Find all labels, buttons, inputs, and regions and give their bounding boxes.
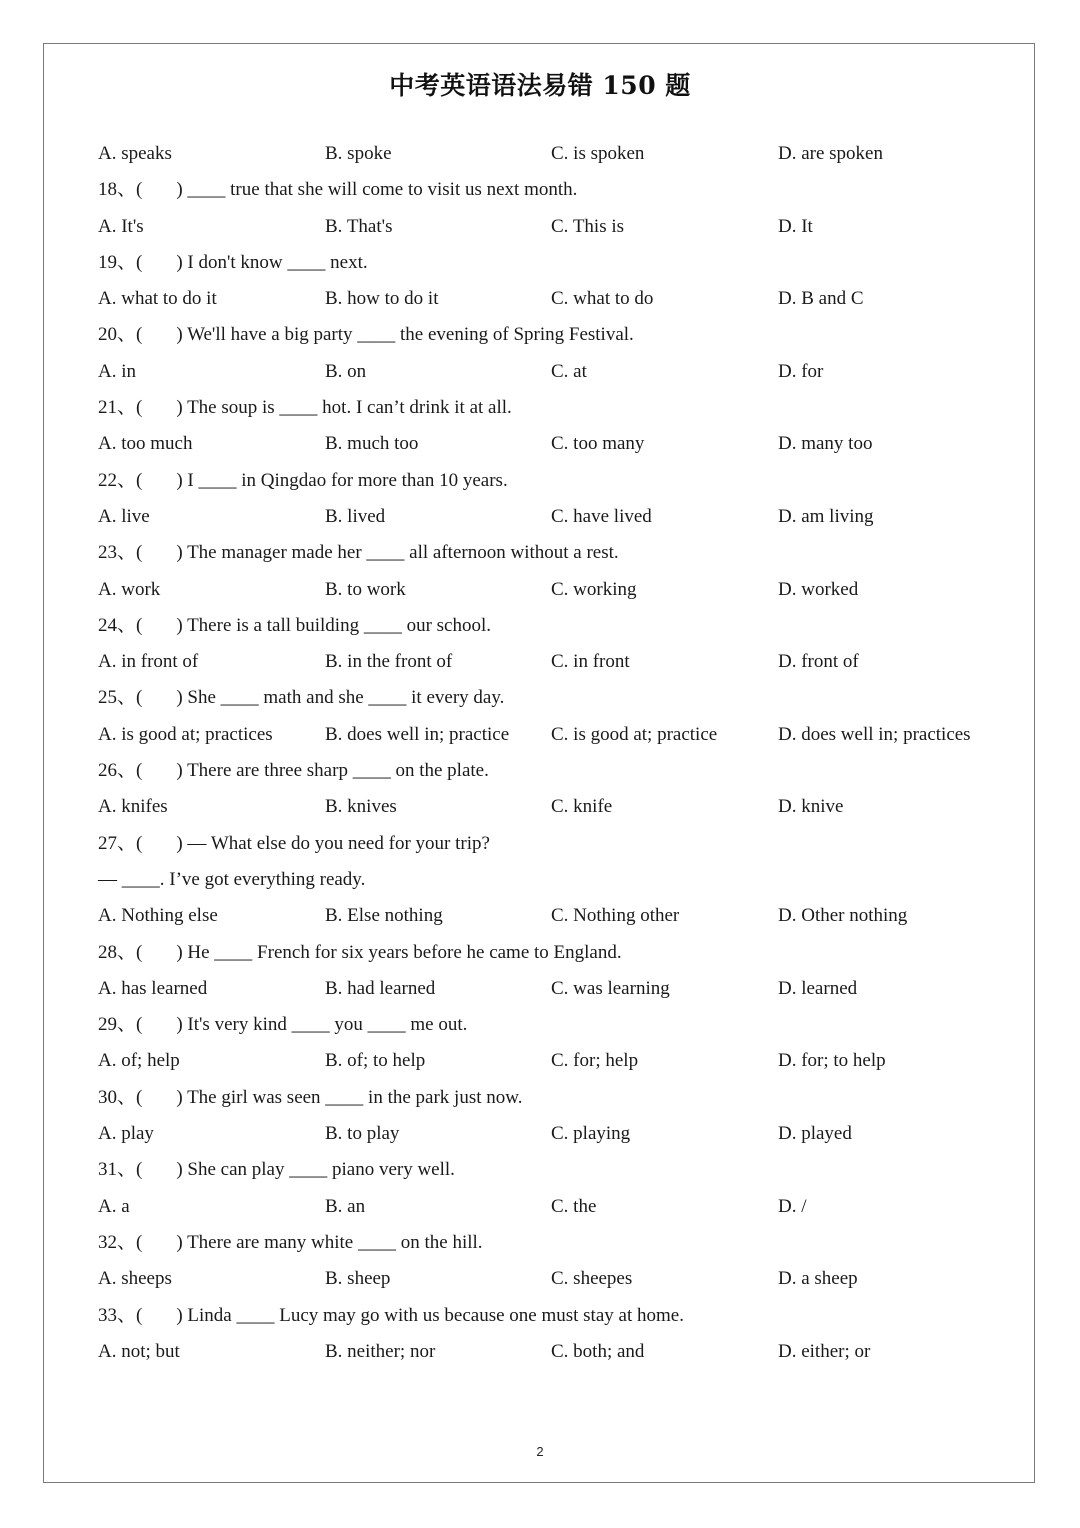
question-line (98, 608, 998, 644)
question-line (98, 535, 998, 571)
question-text: I ____ in Qingdao for more than 10 years. (187, 469, 508, 491)
question-number: 23、( (98, 542, 143, 564)
question-number: 33、( (98, 1304, 143, 1326)
page-number: 2 (536, 1444, 544, 1459)
answer-blank-close: ) (176, 941, 183, 963)
option-a: A. too much (98, 433, 193, 455)
option-b: B. on (325, 360, 367, 382)
question-number: 32、( (98, 1231, 143, 1253)
option-row (98, 426, 998, 462)
option-c: C. have lived (551, 505, 652, 527)
option-c: C. sheepes (551, 1268, 633, 1290)
option-a: A. live (98, 505, 150, 527)
option-row (98, 572, 998, 608)
question-text: The soup is ____ hot. I can’t drink it at all. (187, 397, 512, 419)
option-b: B. much too (325, 433, 419, 455)
option-row (98, 499, 998, 535)
question-line (98, 172, 998, 208)
question-text: ____ true that she will come to visit us next month. (187, 179, 578, 201)
answer-blank-close: ) (176, 614, 183, 636)
question-text: She can play ____ piano very well. (187, 1159, 455, 1181)
answer-blank-close: ) (176, 1159, 183, 1181)
option-row (98, 644, 998, 680)
option-d: D. am living (778, 505, 874, 527)
option-row (98, 281, 998, 317)
option-row (98, 1189, 998, 1225)
question-text: There is a tall building ____ our school. (187, 614, 492, 636)
answer-blank-close: ) (176, 1304, 183, 1326)
option-d: D. knive (778, 796, 844, 818)
question-text: The girl was seen ____ in the park just now. (187, 1086, 523, 1108)
question-number: 27、( (98, 832, 143, 854)
question-line (98, 317, 998, 353)
answer-blank-close: ) (176, 1086, 183, 1108)
question-text: — What else do you need for your trip? (187, 832, 490, 854)
question-text: I don't know ____ next. (187, 251, 368, 273)
option-b: B. of; to help (325, 1050, 426, 1072)
question-number: 18、( (98, 179, 143, 201)
question-number: 31、( (98, 1159, 143, 1181)
question-line (98, 1298, 998, 1334)
option-d: D. for; to help (778, 1050, 886, 1072)
option-row (98, 789, 998, 825)
question-number: 19、( (98, 251, 143, 273)
option-c: C. both; and (551, 1340, 645, 1362)
option-d: D. played (778, 1123, 852, 1145)
option-d: D. a sheep (778, 1268, 858, 1290)
question-line (98, 1007, 998, 1043)
dialog-line: — ____. I’ve got everything ready. (98, 868, 366, 890)
option-row (98, 1261, 998, 1297)
question-line (98, 1080, 998, 1116)
question-line (98, 826, 998, 862)
option-c: C. for; help (551, 1050, 639, 1072)
option-d: D. does well in; practices (778, 723, 971, 745)
answer-blank-close: ) (176, 760, 183, 782)
question-text: There are three sharp ____ on the plate. (187, 760, 489, 782)
question-text: There are many white ____ on the hill. (187, 1231, 483, 1253)
option-c: C. the (551, 1195, 597, 1217)
option-d: D. worked (778, 578, 859, 600)
option-a: A. work (98, 578, 161, 600)
option-d: D. It (778, 215, 813, 237)
question-line (98, 245, 998, 281)
question-line (98, 390, 998, 426)
question-line (98, 1152, 998, 1188)
answer-blank-close: ) (176, 1014, 183, 1036)
question-text: He ____ French for six years before he came to England. (187, 941, 622, 963)
option-row (98, 898, 998, 934)
question-number: 20、( (98, 324, 143, 346)
option-a: A. what to do it (98, 288, 217, 310)
page-title: 中考英语语法易错 150 题 (389, 71, 691, 100)
option-d: D. either; or (778, 1340, 871, 1362)
option-b: B. to work (325, 578, 406, 600)
option-row (98, 1334, 998, 1370)
option-c: C. playing (551, 1123, 631, 1145)
option-row (98, 971, 998, 1007)
option-row (98, 717, 998, 753)
option-d: D. front of (778, 651, 859, 673)
option-b: B. That's (325, 215, 393, 237)
question-number: 28、( (98, 941, 143, 963)
answer-blank-close: ) (176, 832, 183, 854)
option-a: A. sheeps (98, 1268, 172, 1290)
question-text: We'll have a big party ____ the evening of Spring Festival. (187, 324, 634, 346)
question-list (98, 136, 998, 1370)
option-a: A. in front of (98, 651, 199, 673)
option-c: C. is good at; practice (551, 723, 718, 745)
option-c: C. This is (551, 215, 625, 237)
option-d: D. for (778, 360, 824, 382)
answer-blank-close: ) (176, 687, 183, 709)
option-a: A. speaks (98, 143, 172, 164)
option-b: B. Else nothing (325, 905, 443, 927)
option-d: D. are spoken (778, 143, 883, 164)
answer-blank-close: ) (176, 542, 183, 564)
option-c: C. working (551, 578, 637, 600)
option-row (98, 209, 998, 245)
option-a: A. not; but (98, 1340, 180, 1362)
option-b: B. spoke (325, 143, 392, 164)
question-line (98, 463, 998, 499)
answer-blank-close: ) (176, 397, 183, 419)
option-c: C. what to do (551, 288, 654, 310)
option-c: C. is spoken (551, 143, 645, 164)
option-b: B. sheep (325, 1268, 391, 1290)
answer-blank-close: ) (176, 1231, 183, 1253)
option-c: C. was learning (551, 977, 670, 999)
option-a: A. in (98, 360, 136, 382)
option-b: B. lived (325, 505, 386, 527)
option-b: B. an (325, 1195, 366, 1217)
option-b: B. to play (325, 1123, 400, 1145)
option-d: D. B and C (778, 288, 864, 310)
option-d: D. many too (778, 433, 873, 455)
question-line (98, 753, 998, 789)
option-a: A. is good at; practices (98, 723, 273, 745)
option-d: D. learned (778, 977, 858, 999)
option-c: C. too many (551, 433, 645, 455)
answer-blank-close: ) (176, 251, 183, 273)
question-line (98, 680, 998, 716)
question-number: 25、( (98, 687, 143, 709)
option-b: B. does well in; practice (325, 723, 510, 745)
question-number: 30、( (98, 1086, 143, 1108)
option-c: C. knife (551, 796, 613, 818)
question-number: 26、( (98, 760, 143, 782)
question-text: She ____ math and she ____ it every day. (187, 687, 505, 709)
option-b: B. had learned (325, 977, 436, 999)
question-number: 24、( (98, 614, 143, 636)
question-text: Linda ____ Lucy may go with us because one must stay at home. (187, 1304, 684, 1326)
option-d: D. / (778, 1195, 807, 1217)
question-number: 22、( (98, 469, 143, 491)
answer-blank-close: ) (176, 179, 183, 201)
option-row (98, 136, 998, 172)
option-c: C. in front (551, 651, 630, 673)
option-b: B. how to do it (325, 288, 439, 310)
option-row (98, 1043, 998, 1079)
option-a: A. It's (98, 215, 144, 237)
answer-blank-close: ) (176, 324, 183, 346)
option-b: B. knives (325, 796, 397, 818)
option-a: A. of; help (98, 1050, 180, 1072)
question-number: 21、( (98, 397, 143, 419)
option-a: A. play (98, 1123, 154, 1145)
option-c: C. Nothing other (551, 905, 680, 927)
question-number: 29、( (98, 1014, 143, 1036)
option-row (98, 354, 998, 390)
option-a: A. has learned (98, 977, 208, 999)
answer-blank-close: ) (176, 469, 183, 491)
option-c: C. at (551, 360, 587, 382)
option-a: A. Nothing else (98, 905, 218, 927)
option-b: B. neither; nor (325, 1340, 436, 1362)
question-line (98, 935, 998, 971)
option-a: A. knifes (98, 796, 168, 818)
question-text: The manager made her ____ all afternoon without a rest. (187, 542, 619, 564)
option-d: D. Other nothing (778, 905, 908, 927)
option-row (98, 1116, 998, 1152)
question-text: It's very kind ____ you ____ me out. (187, 1014, 468, 1036)
option-b: B. in the front of (325, 651, 453, 673)
question-line (98, 1225, 998, 1261)
option-a: A. a (98, 1195, 130, 1217)
